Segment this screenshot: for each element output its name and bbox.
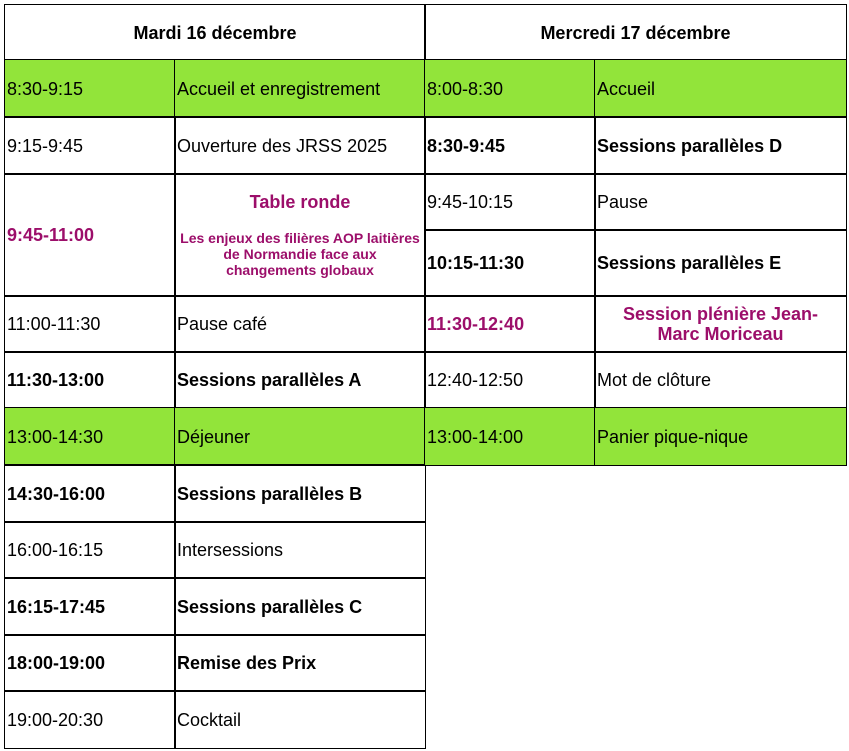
day2-event-7: Panier pique-nique <box>594 407 847 466</box>
round-table-subtitle: Les enjeux des filières AOP laitières de Normandie face aux changements globaux <box>180 230 420 278</box>
day2-event-1: Accueil <box>594 59 847 118</box>
day1-event-3 <box>174 173 426 297</box>
day2-event-2: Sessions parallèles D <box>594 116 847 175</box>
day2-time-4: 10:15-11:30 <box>424 229 596 297</box>
day1-event-1: Accueil et enregistrement <box>174 59 426 118</box>
day2-time-7: 13:00-14:00 <box>424 407 596 466</box>
day2-time-5: 11:30-12:40 <box>424 295 596 353</box>
day2-time-2: 8:30-9:45 <box>424 116 596 175</box>
day1-time-6: 13:00-14:30 <box>4 407 176 466</box>
day2-header: Mercredi 17 décembre <box>424 4 847 61</box>
day2-event-3: Pause <box>594 173 847 231</box>
day1-time-9: 16:15-17:45 <box>4 577 176 636</box>
day1-time-1: 8:30-9:15 <box>4 59 176 118</box>
day1-event-7: Sessions parallèles B <box>174 464 426 523</box>
day1-event-11: Cocktail <box>174 690 426 749</box>
day1-time-2: 9:15-9:45 <box>4 116 176 175</box>
day1-header: Mardi 16 décembre <box>4 4 426 61</box>
day1-event-2: Ouverture des JRSS 2025 <box>174 116 426 175</box>
day1-time-7: 14:30-16:00 <box>4 464 176 523</box>
day1-event-8: Intersessions <box>174 521 426 579</box>
day1-time-11: 19:00-20:30 <box>4 690 176 749</box>
day2-event-5: Session plénière Jean-Marc Moriceau <box>594 295 847 353</box>
day1-event-10: Remise des Prix <box>174 634 426 692</box>
day2-event-6: Mot de clôture <box>594 351 847 409</box>
day1-time-3: 9:45-11:00 <box>4 173 176 297</box>
day1-event-4: Pause café <box>174 295 426 353</box>
day1-time-4: 11:00-11:30 <box>4 295 176 353</box>
day1-time-5: 11:30-13:00 <box>4 351 176 409</box>
day1-event-6: Déjeuner <box>174 407 426 466</box>
day1-time-10: 18:00-19:00 <box>4 634 176 692</box>
round-table-title: Table ronde <box>249 192 351 212</box>
day1-event-5: Sessions parallèles A <box>174 351 426 409</box>
day1-time-8: 16:00-16:15 <box>4 521 176 579</box>
day2-time-1: 8:00-8:30 <box>424 59 596 118</box>
day2-time-3: 9:45-10:15 <box>424 173 596 231</box>
day2-time-6: 12:40-12:50 <box>424 351 596 409</box>
day2-event-4: Sessions parallèles E <box>594 229 847 297</box>
day1-event-9: Sessions parallèles C <box>174 577 426 636</box>
